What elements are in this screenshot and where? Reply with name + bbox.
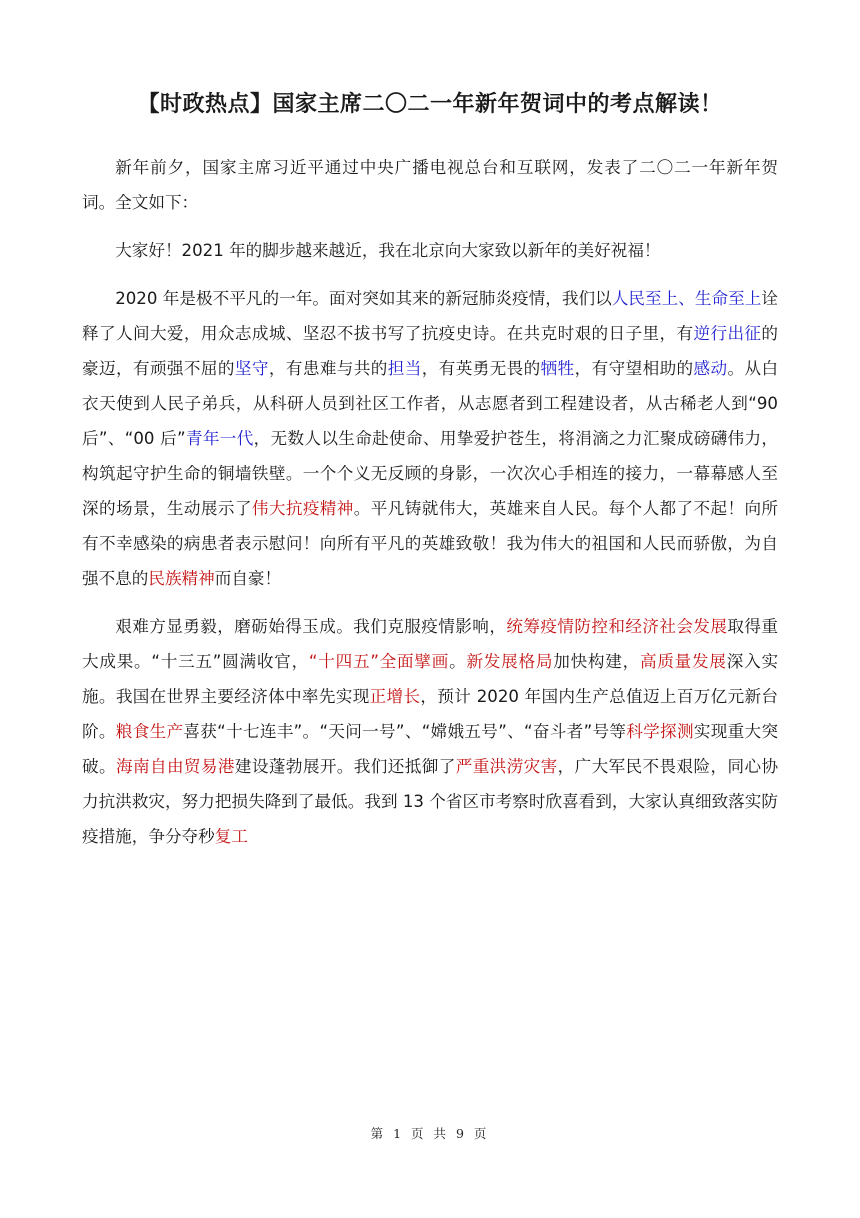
paragraph-text: 喜获“十七连丰”。“天问一号”、“嫦娥五号”、“奋斗者”号等 xyxy=(183,722,627,741)
body-paragraph xyxy=(82,150,778,220)
paragraph-text: 新年前夕，国家主席习近平通过中央广播电视总台和互联网，发表了二〇二一年新年贺词。全文如下： xyxy=(82,158,778,212)
highlighted-keyword: “十四五”全面擘画 xyxy=(308,652,450,671)
highlighted-keyword: 人民至上、生命至上 xyxy=(611,289,762,308)
paragraph-text: 建设蓬勃展开。我们还抵御了 xyxy=(234,757,456,776)
highlighted-keyword: 新发展格局 xyxy=(466,652,554,671)
paragraph-text: 。平凡铸就伟大，英雄来自人民。每个人都了不起！向所有不幸感染的病患者表示慰问！向所有平凡的英雄致敬！我为伟大的祖国和人民而骄傲，为自强不息的 xyxy=(82,499,779,588)
paragraph-text: 而自豪！ xyxy=(214,569,282,588)
paragraph-text: ，预计 2020 年国内生产总值迈上百万亿元新台阶。 xyxy=(82,687,779,741)
paragraph-text: 深入实施。我国在世界主要经济体中率先实现 xyxy=(82,652,779,706)
highlighted-keyword: 统筹疫情防控和经济社会发展 xyxy=(506,617,728,636)
paragraph-text: 诠释了人间大爱，用众志成城、坚忍不拔书写了抗疫史诗。在共克时艰的日子里，有 xyxy=(82,289,778,343)
paragraph-text: 。 xyxy=(449,652,467,671)
paragraph-text: 的豪迈，有顽强不屈的 xyxy=(82,324,779,378)
highlighted-keyword: 牺牲 xyxy=(540,359,575,378)
document-body xyxy=(82,150,778,867)
highlighted-keyword: 民族精神 xyxy=(148,569,215,588)
highlighted-keyword: 高质量发展 xyxy=(639,652,727,671)
body-paragraph xyxy=(82,609,778,854)
paragraph-text: ，无数人以生命赴使命、用挚爱护苍生，将涓滴之力汇聚成磅礴伟力，构筑起守护生命的铜墙铁壁。一个个义无反顾的身影，一次次心手相连的接力，一幕幕感人至深的场景，生动展示了 xyxy=(82,429,778,518)
highlighted-keyword: 正增长 xyxy=(369,687,421,706)
paragraph-text: ，有英勇无畏的 xyxy=(421,359,541,378)
paragraph-text: 加快构建， xyxy=(553,652,640,671)
paragraph-text: 2020 年是极不平凡的一年。面对突如其来的新冠肺炎疫情，我们以 xyxy=(115,289,612,308)
page-number: 第 1 页 共 9 页 xyxy=(370,1126,490,1141)
paragraph-text: ，有患难与共的 xyxy=(268,359,388,378)
body-paragraph xyxy=(82,281,778,596)
highlighted-keyword: 复工 xyxy=(214,827,248,846)
paragraph-text: 实现重大突破。 xyxy=(82,722,779,776)
highlighted-keyword: 感动 xyxy=(693,359,728,378)
highlighted-keyword: 严重洪涝灾害 xyxy=(455,757,558,776)
highlighted-keyword: 海南自由贸易港 xyxy=(115,757,235,776)
highlighted-keyword: 粮食生产 xyxy=(115,722,184,741)
highlighted-keyword: 科学探测 xyxy=(626,722,694,741)
highlighted-keyword: 伟大抗疫精神 xyxy=(251,499,354,518)
paragraph-text: 大家好！2021 年的脚步越来越近，我在北京向大家致以新年的美好祝福！ xyxy=(115,241,661,260)
paragraph-text: 取得重大成果。“十三五”圆满收官， xyxy=(82,617,779,671)
highlighted-keyword: 坚守 xyxy=(234,359,269,378)
paragraph-text: ，广大军民不畏艰险，同心协力抗洪救灾，努力把损失降到了最低。我到 13 个省区市考察时欣喜看到，大家认真细致落实防疫措施，争分夺秒 xyxy=(82,757,779,846)
highlighted-keyword: 逆行出征 xyxy=(693,324,762,343)
highlighted-keyword: 担当 xyxy=(387,359,422,378)
paragraph-text: 。从白衣天使到人民子弟兵，从科研人员到社区工作者，从志愿者到工程建设者，从古稀老人到“90 后”、“00 后” xyxy=(82,359,779,448)
paragraph-text: 艰难方显勇毅，磨砺始得玉成。我们克服疫情影响， xyxy=(115,617,507,636)
body-paragraph xyxy=(82,233,778,268)
paragraph-text: ，有守望相助的 xyxy=(574,359,694,378)
highlighted-keyword: 青年一代 xyxy=(185,429,254,448)
document-title: 【时政热点】国家主席二〇二一年新年贺词中的考点解读！ xyxy=(137,92,723,117)
